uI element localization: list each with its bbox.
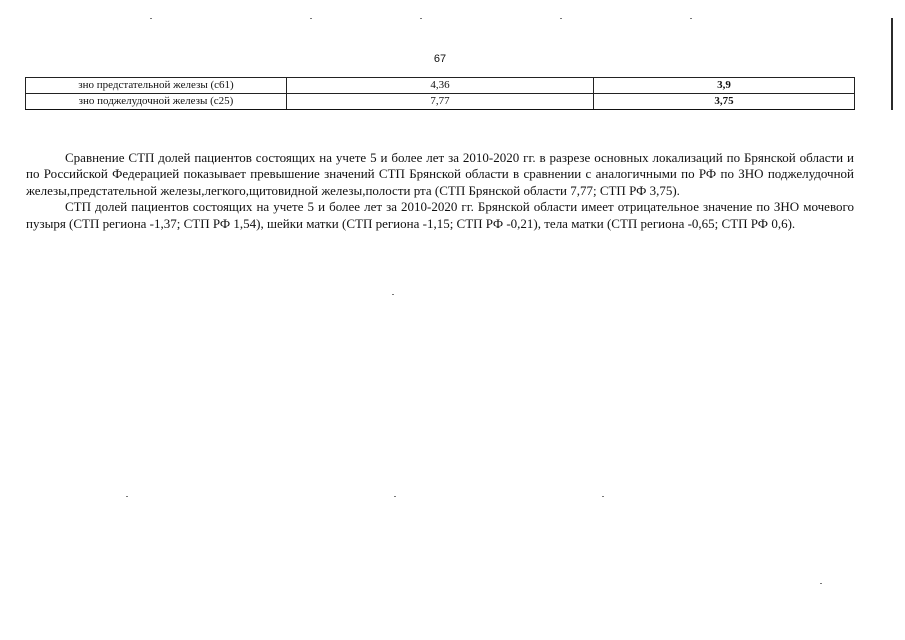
scan-speck xyxy=(820,583,822,584)
table-cell-value-region: 4,36 xyxy=(287,78,594,94)
table-cell-value-rf: 3,75 xyxy=(594,94,855,110)
table-row xyxy=(26,94,855,110)
page-number: 67 xyxy=(433,53,447,65)
body-text xyxy=(26,150,854,232)
scan-speck xyxy=(560,18,562,19)
table-cell-value-region: 7,77 xyxy=(287,94,594,110)
scan-speck xyxy=(392,294,394,295)
scan-speck xyxy=(150,18,152,19)
scan-speck xyxy=(602,496,604,497)
scan-speck xyxy=(690,18,692,19)
table-cell-name: зно поджелудочной железы (c25) xyxy=(26,94,287,110)
scan-speck xyxy=(394,496,396,497)
scan-edge-line xyxy=(891,18,893,110)
scan-speck xyxy=(310,18,312,19)
table-row xyxy=(26,78,855,94)
table-cell-value-rf: 3,9 xyxy=(594,78,855,94)
scan-speck xyxy=(420,18,422,19)
paragraph-comparison: Сравнение СТП долей пациентов состоящих на учете 5 и более лет за 2010-2020 гг. в разрезе основных локализаций по Брянской области и по Российской Федерацией показывает превышение значений СТП Брянской области в сравнении с аналогичными по РФ по ЗНО поджелудочной железы,предстательной железы,легкого,щитовидной железы,полости рта (СТП Брянской области 7,77; СТП РФ 3,75). xyxy=(26,150,854,198)
table-cell-name: зно предстательной железы (c61) xyxy=(26,78,287,94)
statistics-table xyxy=(25,77,855,110)
paragraph-negative-values: СТП долей пациентов состоящих на учете 5 и более лет за 2010-2020 гг. Брянской области имеет отрицательное значение по ЗНО мочевого пузыря (СТП региона -1,37; СТП РФ 1,54), шейки матки (СТП региона -1,15; СТП РФ -0,21), тела матки (СТП региона -0,65; СТП РФ 0,6). xyxy=(26,199,854,231)
scan-speck xyxy=(126,496,128,497)
